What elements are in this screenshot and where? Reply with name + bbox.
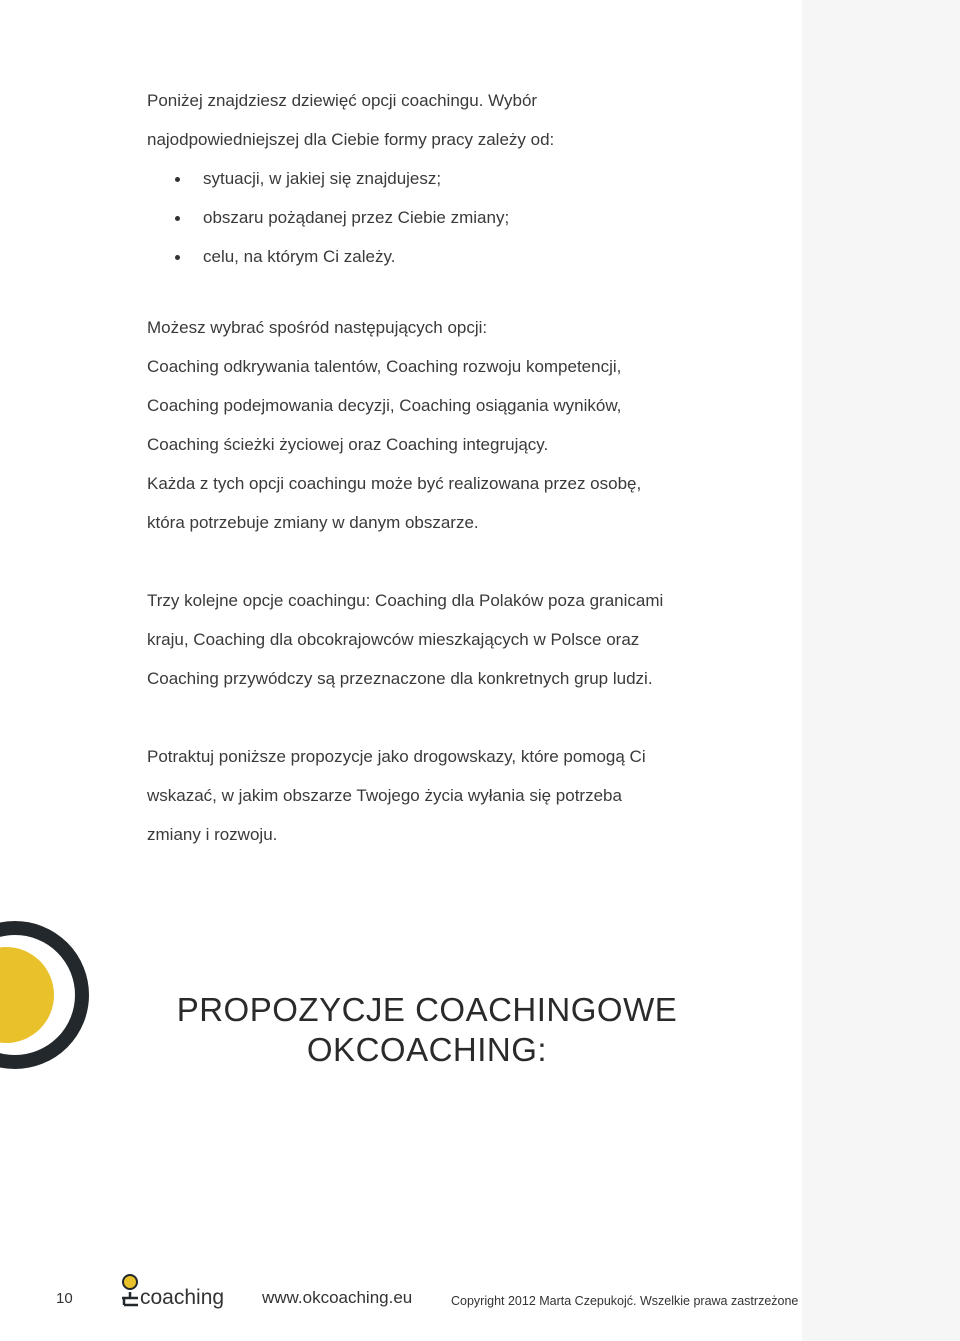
heading-line: PROPOZYCJE COACHINGOWE	[176, 991, 678, 1028]
text-line: która potrzebuje zmiany w danym obszarze.	[147, 513, 479, 532]
text-line: wskazać, w jakim obszarze Twojego życia wyłania się potrzeba	[147, 786, 622, 805]
groups-paragraph	[147, 581, 787, 698]
text-line: Trzy kolejne opcje coachingu: Coaching dla Polaków poza granicami	[147, 591, 664, 610]
text-line: zmiany i rozwoju.	[147, 825, 278, 844]
text-line: Potraktuj poniższe propozycje jako drogowskazy, które pomogą Ci	[147, 747, 646, 766]
section-heading	[150, 990, 704, 1070]
list-item: obszaru pożądanej przez Ciebie zmiany;	[147, 198, 787, 237]
list-item: sytuacji, w jakiej się znajdujesz;	[147, 159, 787, 198]
heading-line: OKCOACHING:	[306, 1031, 548, 1068]
text-line: Coaching ścieżki życiowej oraz Coaching integrujący.	[147, 435, 549, 454]
list-item: celu, na którym Ci zależy.	[147, 237, 787, 276]
text-line: Możesz wybrać spośród następujących opcji:	[147, 318, 488, 337]
bullet-list	[147, 159, 787, 276]
text-line: Coaching przywódczy są przeznaczone dla konkretnych grup ludzi.	[147, 669, 653, 688]
intro-paragraph	[147, 81, 787, 276]
page-number: 10	[56, 1290, 73, 1307]
text-line: Poniżej znajdziesz dziewięć opcji coachingu. Wybór	[147, 91, 538, 110]
circle-decoration-icon	[0, 920, 90, 1070]
website-link[interactable]: www.okcoaching.eu	[262, 1288, 413, 1307]
text-line: Coaching odkrywania talentów, Coaching rozwoju kompetencji,	[147, 357, 622, 376]
text-line: kraju, Coaching dla obcokrajowców mieszkających w Polsce oraz	[147, 630, 640, 649]
copyright-text: Copyright 2012 Marta Czepukojć. Wszelkie prawa zastrzeżone	[451, 1294, 799, 1308]
options-paragraph	[147, 308, 787, 542]
text-line: Każda z tych opcji coachingu może być realizowana przez osobę,	[147, 474, 642, 493]
okcoaching-logo	[120, 1273, 225, 1313]
text-line: Coaching podejmowania decyzji, Coaching osiągania wyników,	[147, 396, 622, 415]
guidance-paragraph	[147, 737, 787, 854]
right-margin-panel	[802, 0, 960, 1341]
logo-wordmark: coaching	[140, 1286, 225, 1309]
text-line: najodpowiedniejszej dla Ciebie formy pracy zależy od:	[147, 130, 555, 149]
